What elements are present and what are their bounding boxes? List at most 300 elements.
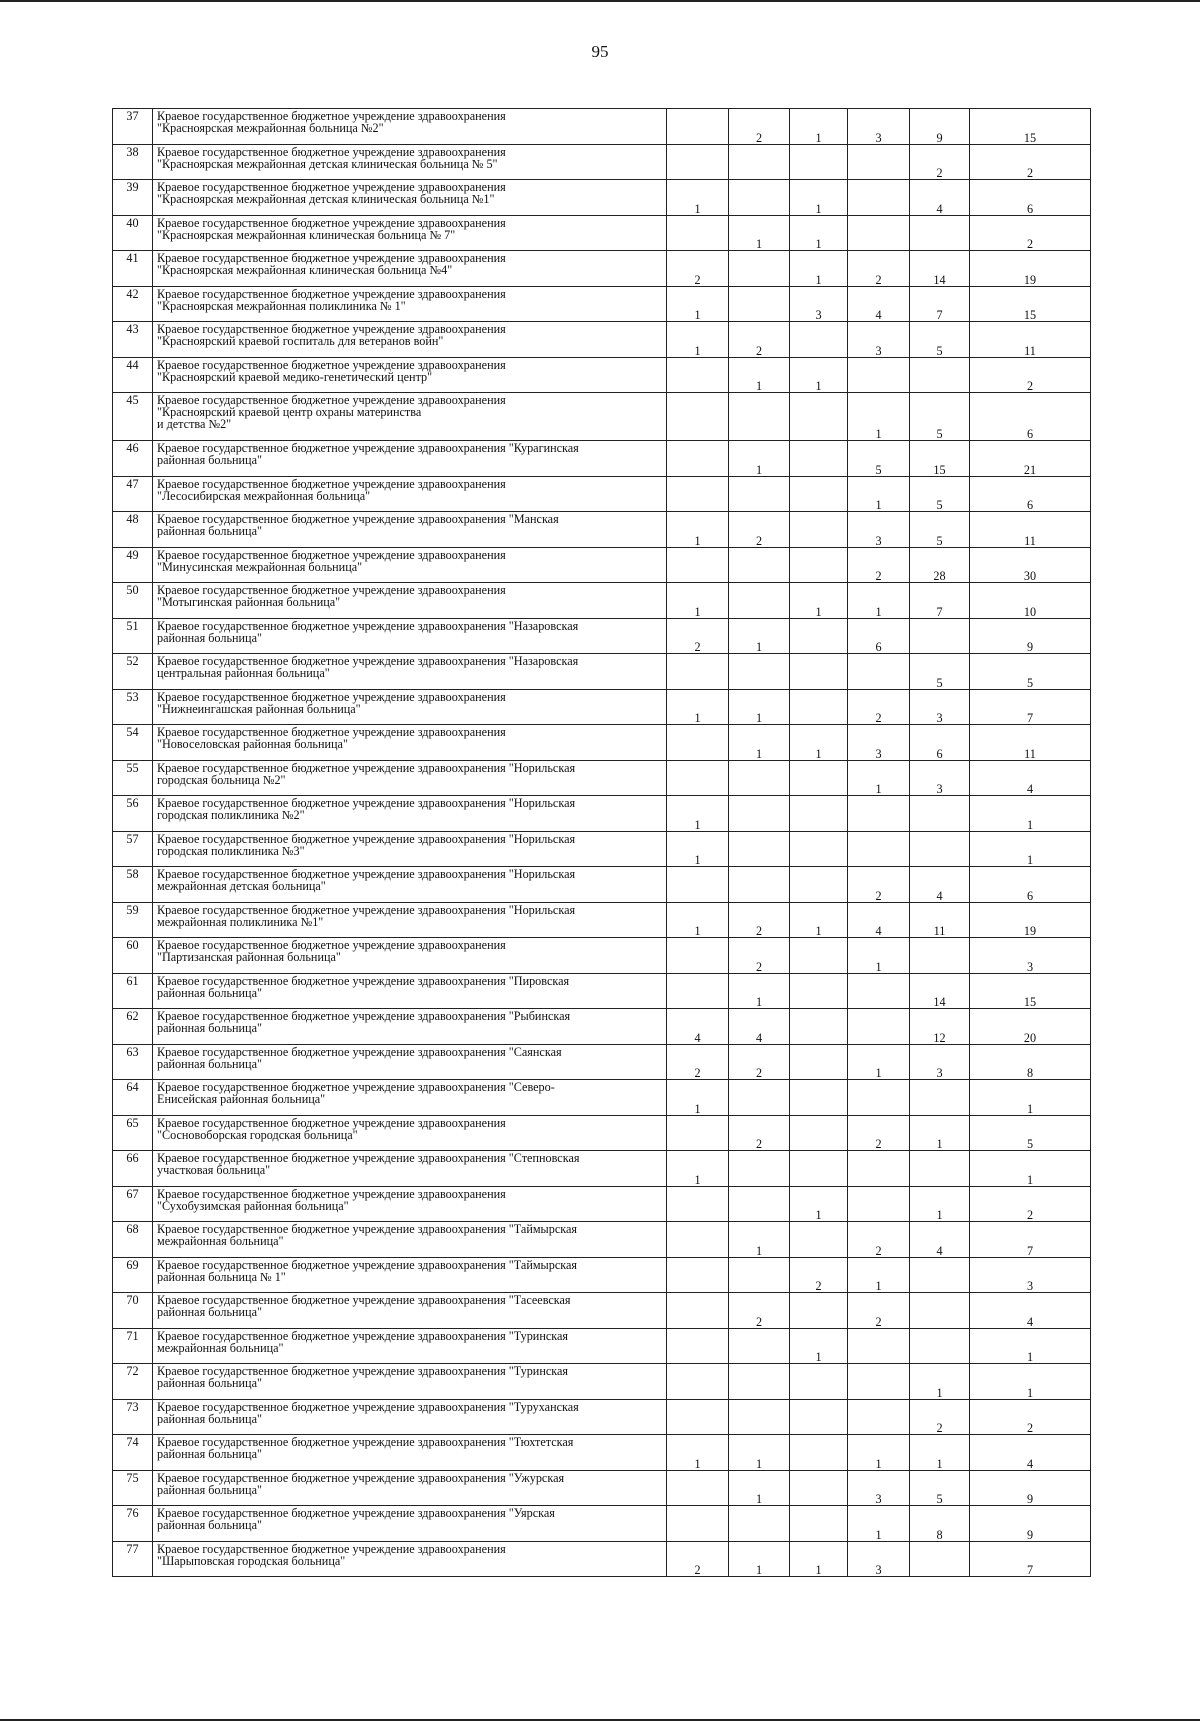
institution-name-cell: Краевое государственное бюджетное учреждение здравоохранения "Красноярский краевой медико-генетический центр" — [153, 357, 667, 393]
institution-name-cell: Краевое государственное бюджетное учреждение здравоохранения "Ужурская районная больница" — [153, 1470, 667, 1506]
value-cell: 1 — [729, 1222, 790, 1258]
value-cell: 1 — [848, 760, 910, 796]
value-cell — [667, 441, 729, 477]
value-cell — [667, 1470, 729, 1506]
total-cell: 3 — [970, 938, 1091, 974]
value-cell: 14 — [910, 973, 970, 1009]
value-cell — [667, 1364, 729, 1400]
value-cell: 5 — [910, 1470, 970, 1506]
value-cell: 1 — [667, 512, 729, 548]
total-cell: 5 — [970, 654, 1091, 690]
value-cell — [848, 1009, 910, 1045]
row-number-cell: 38 — [113, 144, 153, 180]
table-row — [113, 654, 1091, 690]
total-cell: 1 — [970, 1151, 1091, 1187]
row-number-cell: 52 — [113, 654, 153, 690]
value-cell: 2 — [729, 938, 790, 974]
value-cell — [910, 618, 970, 654]
row-number-cell: 40 — [113, 215, 153, 251]
value-cell: 3 — [848, 1541, 910, 1577]
value-cell — [910, 1541, 970, 1577]
value-cell — [729, 144, 790, 180]
table-row — [113, 1364, 1091, 1400]
value-cell: 1 — [729, 1435, 790, 1471]
value-cell — [910, 1151, 970, 1187]
value-cell — [729, 1506, 790, 1542]
row-number-cell: 66 — [113, 1151, 153, 1187]
value-cell: 1 — [667, 1080, 729, 1116]
row-number-cell: 56 — [113, 796, 153, 832]
institution-name-cell: Краевое государственное бюджетное учреждение здравоохранения "Саянская районная больница" — [153, 1044, 667, 1080]
institution-name-cell: Краевое государственное бюджетное учреждение здравоохранения "Туринская межрайонная больница" — [153, 1328, 667, 1364]
institution-name-cell: Краевое государственное бюджетное учреждение здравоохранения "Туринская районная больница" — [153, 1364, 667, 1400]
total-cell: 15 — [970, 109, 1091, 145]
value-cell — [729, 1257, 790, 1293]
total-cell: 9 — [970, 1470, 1091, 1506]
value-cell — [790, 689, 848, 725]
institution-name-cell: Краевое государственное бюджетное учреждение здравоохранения "Манская районная больница" — [153, 512, 667, 548]
value-cell — [667, 654, 729, 690]
value-cell: 9 — [910, 109, 970, 145]
table-row — [113, 796, 1091, 832]
value-cell: 1 — [790, 109, 848, 145]
row-number-cell: 70 — [113, 1293, 153, 1329]
row-number-cell: 50 — [113, 583, 153, 619]
value-cell: 1 — [729, 618, 790, 654]
table-row — [113, 286, 1091, 322]
table-row — [113, 1506, 1091, 1542]
institution-name-cell: Краевое государственное бюджетное учреждение здравоохранения "Новоселовская районная больница" — [153, 725, 667, 761]
value-cell: 1 — [729, 725, 790, 761]
value-cell: 1 — [848, 1506, 910, 1542]
institution-name-cell: Краевое государственное бюджетное учреждение здравоохранения "Красноярский краевой центр охраны материнства и детства №2" — [153, 393, 667, 441]
table-row — [113, 831, 1091, 867]
value-cell: 4 — [729, 1009, 790, 1045]
table-row — [113, 725, 1091, 761]
value-cell: 3 — [790, 286, 848, 322]
row-number-cell: 43 — [113, 322, 153, 358]
institution-name-cell: Краевое государственное бюджетное учреждение здравоохранения "Назаровская центральная районная больница" — [153, 654, 667, 690]
value-cell — [910, 1080, 970, 1116]
value-cell — [910, 938, 970, 974]
value-cell — [790, 441, 848, 477]
institution-name-cell: Краевое государственное бюджетное учреждение здравоохранения "Уярская районная больница" — [153, 1506, 667, 1542]
hospital-table-body — [113, 109, 1091, 1577]
value-cell — [790, 1506, 848, 1542]
value-cell: 14 — [910, 251, 970, 287]
row-number-cell: 55 — [113, 760, 153, 796]
value-cell — [729, 1364, 790, 1400]
row-number-cell: 71 — [113, 1328, 153, 1364]
table-row — [113, 1080, 1091, 1116]
value-cell: 5 — [910, 322, 970, 358]
table-row — [113, 583, 1091, 619]
institution-name-cell: Краевое государственное бюджетное учреждение здравоохранения "Норильская межрайонная поликлиника №1" — [153, 902, 667, 938]
value-cell — [790, 831, 848, 867]
institution-name-cell: Краевое государственное бюджетное учреждение здравоохранения "Курагинская районная больница" — [153, 441, 667, 477]
value-cell: 4 — [910, 1222, 970, 1258]
total-cell: 2 — [970, 1186, 1091, 1222]
row-number-cell: 68 — [113, 1222, 153, 1258]
value-cell: 1 — [729, 1470, 790, 1506]
institution-name-cell: Краевое государственное бюджетное учреждение здравоохранения "Туруханская районная больница" — [153, 1399, 667, 1435]
total-cell: 1 — [970, 1364, 1091, 1400]
total-cell: 1 — [970, 796, 1091, 832]
value-cell: 2 — [729, 1115, 790, 1151]
table-row — [113, 512, 1091, 548]
value-cell: 4 — [848, 902, 910, 938]
value-cell: 12 — [910, 1009, 970, 1045]
table-row — [113, 938, 1091, 974]
value-cell: 2 — [729, 902, 790, 938]
table-row — [113, 1257, 1091, 1293]
value-cell — [667, 973, 729, 1009]
table-row — [113, 760, 1091, 796]
value-cell — [729, 547, 790, 583]
row-number-cell: 76 — [113, 1506, 153, 1542]
value-cell — [729, 286, 790, 322]
value-cell — [790, 1115, 848, 1151]
row-number-cell: 51 — [113, 618, 153, 654]
table-row — [113, 393, 1091, 441]
value-cell: 1 — [667, 1151, 729, 1187]
value-cell — [790, 393, 848, 441]
value-cell: 2 — [848, 1222, 910, 1258]
table-row — [113, 1151, 1091, 1187]
value-cell — [729, 796, 790, 832]
row-number-cell: 39 — [113, 180, 153, 216]
value-cell — [790, 760, 848, 796]
value-cell — [790, 938, 848, 974]
value-cell — [790, 973, 848, 1009]
value-cell: 1 — [790, 583, 848, 619]
value-cell: 1 — [729, 1541, 790, 1577]
value-cell — [667, 1293, 729, 1329]
institution-name-cell: Краевое государственное бюджетное учреждение здравоохранения "Шарыповская городская больница" — [153, 1541, 667, 1577]
value-cell: 2 — [667, 1541, 729, 1577]
value-cell: 1 — [790, 1328, 848, 1364]
total-cell: 7 — [970, 1541, 1091, 1577]
row-number-cell: 49 — [113, 547, 153, 583]
value-cell: 1 — [848, 476, 910, 512]
value-cell: 1 — [667, 831, 729, 867]
value-cell: 1 — [848, 1435, 910, 1471]
row-number-cell: 48 — [113, 512, 153, 548]
institution-name-cell: Краевое государственное бюджетное учреждение здравоохранения "Красноярская межрайонная клиническая больница №4" — [153, 251, 667, 287]
table-row — [113, 1328, 1091, 1364]
value-cell: 15 — [910, 441, 970, 477]
row-number-cell: 75 — [113, 1470, 153, 1506]
value-cell — [790, 1044, 848, 1080]
value-cell: 1 — [667, 180, 729, 216]
row-number-cell: 69 — [113, 1257, 153, 1293]
value-cell — [848, 1328, 910, 1364]
value-cell: 3 — [910, 1044, 970, 1080]
value-cell: 2 — [848, 1115, 910, 1151]
institution-name-cell: Краевое государственное бюджетное учреждение здравоохранения "Красноярская межрайонная больница №2" — [153, 109, 667, 145]
total-cell: 2 — [970, 144, 1091, 180]
total-cell: 10 — [970, 583, 1091, 619]
row-number-cell: 41 — [113, 251, 153, 287]
value-cell: 1 — [667, 583, 729, 619]
institution-name-cell: Краевое государственное бюджетное учреждение здравоохранения "Таймырская межрайонная больница" — [153, 1222, 667, 1258]
value-cell — [848, 215, 910, 251]
value-cell — [848, 831, 910, 867]
value-cell — [667, 1222, 729, 1258]
table-row — [113, 1186, 1091, 1222]
row-number-cell: 59 — [113, 902, 153, 938]
value-cell: 1 — [667, 689, 729, 725]
value-cell — [729, 251, 790, 287]
table-row — [113, 618, 1091, 654]
institution-name-cell: Краевое государственное бюджетное учреждение здравоохранения "Северо- Енисейская районная больница" — [153, 1080, 667, 1116]
hospital-table-container — [112, 108, 1090, 1577]
value-cell — [667, 547, 729, 583]
value-cell — [910, 831, 970, 867]
value-cell — [667, 1506, 729, 1542]
table-row — [113, 1009, 1091, 1045]
value-cell — [790, 322, 848, 358]
row-number-cell: 45 — [113, 393, 153, 441]
value-cell — [667, 393, 729, 441]
institution-name-cell: Краевое государственное бюджетное учреждение здравоохранения "Норильская городская поликлиника №3" — [153, 831, 667, 867]
value-cell — [729, 1151, 790, 1187]
table-row — [113, 357, 1091, 393]
total-cell: 1 — [970, 1080, 1091, 1116]
total-cell: 3 — [970, 1257, 1091, 1293]
value-cell: 5 — [910, 393, 970, 441]
value-cell: 2 — [667, 251, 729, 287]
row-number-cell: 46 — [113, 441, 153, 477]
value-cell: 2 — [790, 1257, 848, 1293]
table-row — [113, 973, 1091, 1009]
institution-name-cell: Краевое государственное бюджетное учреждение здравоохранения "Красноярская межрайонная детская клиническая больница № 5" — [153, 144, 667, 180]
page-number: 95 — [591, 42, 609, 61]
row-number-cell: 42 — [113, 286, 153, 322]
value-cell — [848, 1080, 910, 1116]
value-cell: 1 — [790, 1186, 848, 1222]
value-cell: 1 — [848, 1257, 910, 1293]
value-cell: 5 — [848, 441, 910, 477]
total-cell: 19 — [970, 902, 1091, 938]
value-cell: 6 — [848, 618, 910, 654]
table-row — [113, 1293, 1091, 1329]
value-cell — [729, 867, 790, 903]
value-cell: 2 — [729, 512, 790, 548]
institution-name-cell: Краевое государственное бюджетное учреждение здравоохранения "Минусинская межрайонная больница" — [153, 547, 667, 583]
institution-name-cell: Краевое государственное бюджетное учреждение здравоохранения "Норильская городская поликлиника №2" — [153, 796, 667, 832]
value-cell — [848, 654, 910, 690]
value-cell — [790, 618, 848, 654]
total-cell: 2 — [970, 1399, 1091, 1435]
value-cell: 1 — [910, 1115, 970, 1151]
row-number-cell: 44 — [113, 357, 153, 393]
value-cell: 2 — [729, 1293, 790, 1329]
value-cell — [790, 512, 848, 548]
institution-name-cell: Краевое государственное бюджетное учреждение здравоохранения "Лесосибирская межрайонная больница" — [153, 476, 667, 512]
value-cell: 6 — [910, 725, 970, 761]
total-cell: 15 — [970, 973, 1091, 1009]
value-cell — [848, 1364, 910, 1400]
institution-name-cell: Краевое государственное бюджетное учреждение здравоохранения "Норильская межрайонная детская больница" — [153, 867, 667, 903]
value-cell: 8 — [910, 1506, 970, 1542]
institution-name-cell: Краевое государственное бюджетное учреждение здравоохранения "Мотыгинская районная больница" — [153, 583, 667, 619]
row-number-cell: 53 — [113, 689, 153, 725]
value-cell: 1 — [790, 251, 848, 287]
value-cell: 1 — [667, 796, 729, 832]
value-cell — [790, 1364, 848, 1400]
table-row — [113, 867, 1091, 903]
total-cell: 7 — [970, 1222, 1091, 1258]
total-cell: 1 — [970, 1328, 1091, 1364]
value-cell — [729, 476, 790, 512]
value-cell: 2 — [848, 251, 910, 287]
top-edge-line — [0, 0, 1200, 2]
value-cell: 5 — [910, 476, 970, 512]
table-row — [113, 547, 1091, 583]
total-cell: 9 — [970, 1506, 1091, 1542]
value-cell: 11 — [910, 902, 970, 938]
table-row — [113, 1222, 1091, 1258]
value-cell: 4 — [667, 1009, 729, 1045]
value-cell: 1 — [729, 441, 790, 477]
row-number-cell: 37 — [113, 109, 153, 145]
row-number-cell: 72 — [113, 1364, 153, 1400]
total-cell: 6 — [970, 393, 1091, 441]
value-cell: 1 — [729, 357, 790, 393]
value-cell — [729, 1399, 790, 1435]
value-cell — [790, 1399, 848, 1435]
value-cell: 28 — [910, 547, 970, 583]
value-cell — [667, 357, 729, 393]
value-cell — [848, 1151, 910, 1187]
value-cell: 1 — [848, 583, 910, 619]
value-cell — [848, 1186, 910, 1222]
row-number-cell: 73 — [113, 1399, 153, 1435]
table-row — [113, 1435, 1091, 1471]
value-cell — [910, 215, 970, 251]
value-cell: 1 — [729, 215, 790, 251]
total-cell: 1 — [970, 831, 1091, 867]
value-cell — [910, 796, 970, 832]
row-number-cell: 47 — [113, 476, 153, 512]
row-number-cell: 60 — [113, 938, 153, 974]
value-cell: 2 — [910, 1399, 970, 1435]
total-cell: 11 — [970, 725, 1091, 761]
value-cell: 1 — [667, 1435, 729, 1471]
value-cell: 3 — [910, 760, 970, 796]
value-cell — [667, 1115, 729, 1151]
value-cell: 7 — [910, 286, 970, 322]
row-number-cell: 63 — [113, 1044, 153, 1080]
total-cell: 6 — [970, 867, 1091, 903]
value-cell — [667, 867, 729, 903]
value-cell — [729, 180, 790, 216]
total-cell: 5 — [970, 1115, 1091, 1151]
value-cell: 1 — [790, 215, 848, 251]
total-cell: 4 — [970, 1435, 1091, 1471]
value-cell — [729, 393, 790, 441]
value-cell — [790, 1293, 848, 1329]
value-cell: 3 — [848, 322, 910, 358]
total-cell: 21 — [970, 441, 1091, 477]
row-number-cell: 62 — [113, 1009, 153, 1045]
value-cell — [790, 654, 848, 690]
total-cell: 4 — [970, 760, 1091, 796]
value-cell — [910, 1328, 970, 1364]
table-row — [113, 109, 1091, 145]
table-row — [113, 251, 1091, 287]
value-cell — [910, 357, 970, 393]
value-cell: 1 — [667, 322, 729, 358]
row-number-cell: 57 — [113, 831, 153, 867]
value-cell: 4 — [910, 180, 970, 216]
value-cell — [848, 144, 910, 180]
value-cell — [667, 1399, 729, 1435]
value-cell — [667, 476, 729, 512]
value-cell — [848, 973, 910, 1009]
value-cell — [848, 796, 910, 832]
table-row — [113, 215, 1091, 251]
table-row — [113, 902, 1091, 938]
table-row — [113, 322, 1091, 358]
row-number-cell: 77 — [113, 1541, 153, 1577]
value-cell: 2 — [667, 618, 729, 654]
value-cell — [729, 1080, 790, 1116]
row-number-cell: 58 — [113, 867, 153, 903]
institution-name-cell: Краевое государственное бюджетное учреждение здравоохранения "Партизанская районная больница" — [153, 938, 667, 974]
value-cell: 1 — [790, 902, 848, 938]
institution-name-cell: Краевое государственное бюджетное учреждение здравоохранения "Степновская участковая больница" — [153, 1151, 667, 1187]
value-cell — [667, 760, 729, 796]
total-cell: 7 — [970, 689, 1091, 725]
institution-name-cell: Краевое государственное бюджетное учреждение здравоохранения "Рыбинская районная больница" — [153, 1009, 667, 1045]
value-cell: 3 — [910, 689, 970, 725]
total-cell: 2 — [970, 215, 1091, 251]
value-cell: 1 — [790, 180, 848, 216]
value-cell — [790, 867, 848, 903]
value-cell: 1 — [848, 938, 910, 974]
value-cell — [910, 1293, 970, 1329]
value-cell: 2 — [729, 109, 790, 145]
value-cell — [667, 109, 729, 145]
institution-name-cell: Краевое государственное бюджетное учреждение здравоохранения "Пировская районная больница" — [153, 973, 667, 1009]
row-number-cell: 67 — [113, 1186, 153, 1222]
value-cell: 5 — [910, 512, 970, 548]
value-cell — [729, 1328, 790, 1364]
total-cell: 4 — [970, 1293, 1091, 1329]
table-row — [113, 1470, 1091, 1506]
value-cell — [667, 938, 729, 974]
institution-name-cell: Краевое государственное бюджетное учреждение здравоохранения "Норильская городская больница №2" — [153, 760, 667, 796]
row-number-cell: 74 — [113, 1435, 153, 1471]
value-cell — [790, 1222, 848, 1258]
institution-name-cell: Краевое государственное бюджетное учреждение здравоохранения "Тюхтетская районная больница" — [153, 1435, 667, 1471]
value-cell — [848, 180, 910, 216]
value-cell: 7 — [910, 583, 970, 619]
value-cell: 1 — [848, 393, 910, 441]
value-cell: 2 — [848, 689, 910, 725]
row-number-cell: 61 — [113, 973, 153, 1009]
hospital-table — [112, 108, 1091, 1577]
table-row — [113, 1399, 1091, 1435]
value-cell: 1 — [910, 1186, 970, 1222]
row-number-cell: 64 — [113, 1080, 153, 1116]
table-row — [113, 476, 1091, 512]
value-cell: 1 — [667, 902, 729, 938]
value-cell: 2 — [729, 322, 790, 358]
total-cell: 30 — [970, 547, 1091, 583]
